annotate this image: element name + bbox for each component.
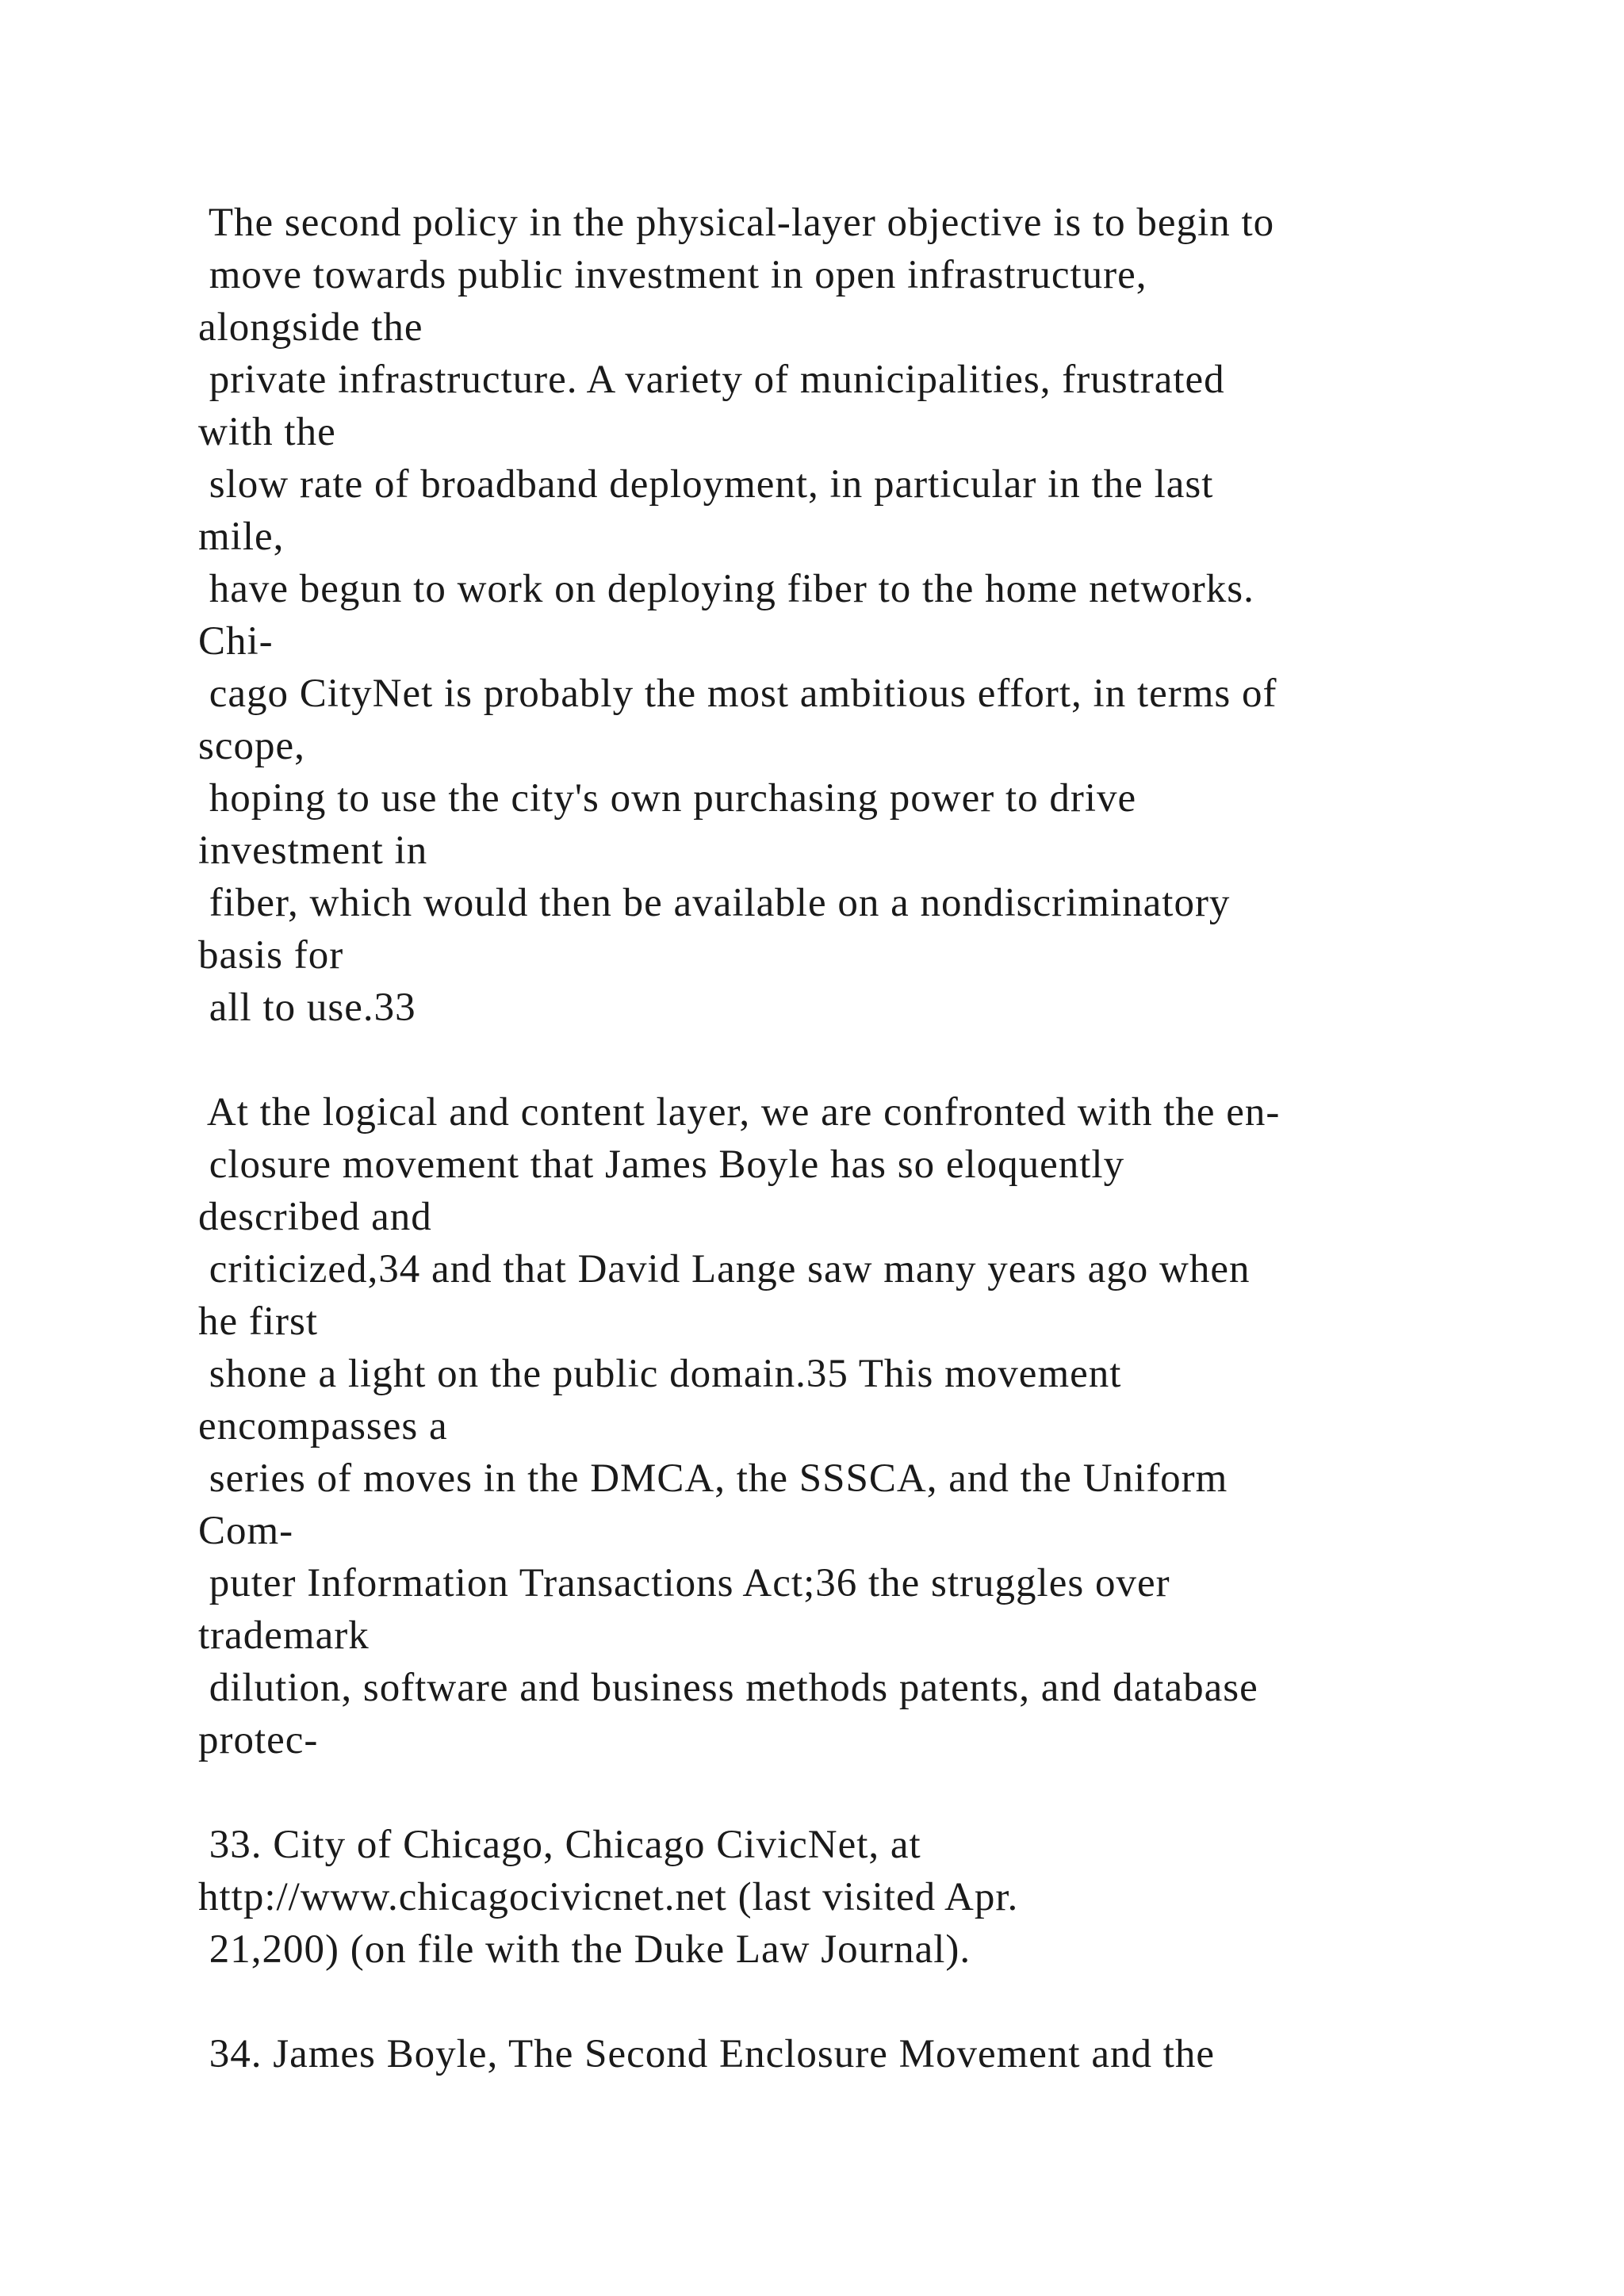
text-line: private infrastructure. A variety of municipalities, frustrated xyxy=(198,358,1225,402)
text-line: all to use.33 xyxy=(198,985,416,1030)
text-line: At the logical and content layer, we are confronted with the en- xyxy=(198,1090,1281,1135)
text-line: move towards public investment in open infrastructure, xyxy=(198,253,1147,297)
text-line: slow rate of broadband deployment, in particular in the last xyxy=(198,462,1214,507)
text-line: closure movement that James Boyle has so eloquently xyxy=(198,1142,1125,1187)
text-line: Chi- xyxy=(198,619,274,664)
text-line: Com- xyxy=(198,1509,294,1553)
text-line: mile, xyxy=(198,515,285,559)
text-line: series of moves in the DMCA, the SSSCA, and the Uniform xyxy=(198,1456,1228,1501)
footnote-line: 34. James Boyle, The Second Enclosure Movement and the xyxy=(198,2032,1216,2076)
text-line: criticized,34 and that David Lange saw many years ago when xyxy=(198,1247,1251,1292)
text-line: have begun to work on deploying fiber to the home networks. xyxy=(198,567,1254,611)
text-line: described and xyxy=(198,1195,432,1239)
footnote-line: http://www.chicagocivicnet.net (last visited Apr. xyxy=(198,1875,1019,1919)
text-line: he first xyxy=(198,1299,319,1344)
text-line: cago CityNet is probably the most ambitious effort, in terms of xyxy=(198,672,1277,716)
text-line: fiber, which would then be available on a nondiscriminatory xyxy=(198,881,1231,925)
text-line: alongside the xyxy=(198,305,423,350)
text-line: protec- xyxy=(198,1718,319,1762)
text-line: dilution, software and business methods patents, and database xyxy=(198,1666,1258,1710)
text-line: hoping to use the city's own purchasing power to drive xyxy=(198,776,1137,821)
footnote-line: 33. City of Chicago, Chicago CivicNet, at xyxy=(198,1823,921,1867)
text-line: encompasses a xyxy=(198,1404,448,1448)
text-line: shone a light on the public domain.35 This movement xyxy=(198,1352,1122,1396)
text-line: scope, xyxy=(198,724,305,768)
text-line: with the xyxy=(198,410,336,454)
footnote-line: 21,200) (on file with the Duke Law Journal). xyxy=(198,1927,971,1972)
text-line: The second policy in the physical-layer objective is to begin to xyxy=(198,201,1275,245)
text-line: investment in xyxy=(198,828,428,873)
text-line: puter Information Transactions Act;36 the struggles over xyxy=(198,1561,1170,1605)
text-line: basis for xyxy=(198,933,344,978)
text-line: trademark xyxy=(198,1613,370,1658)
